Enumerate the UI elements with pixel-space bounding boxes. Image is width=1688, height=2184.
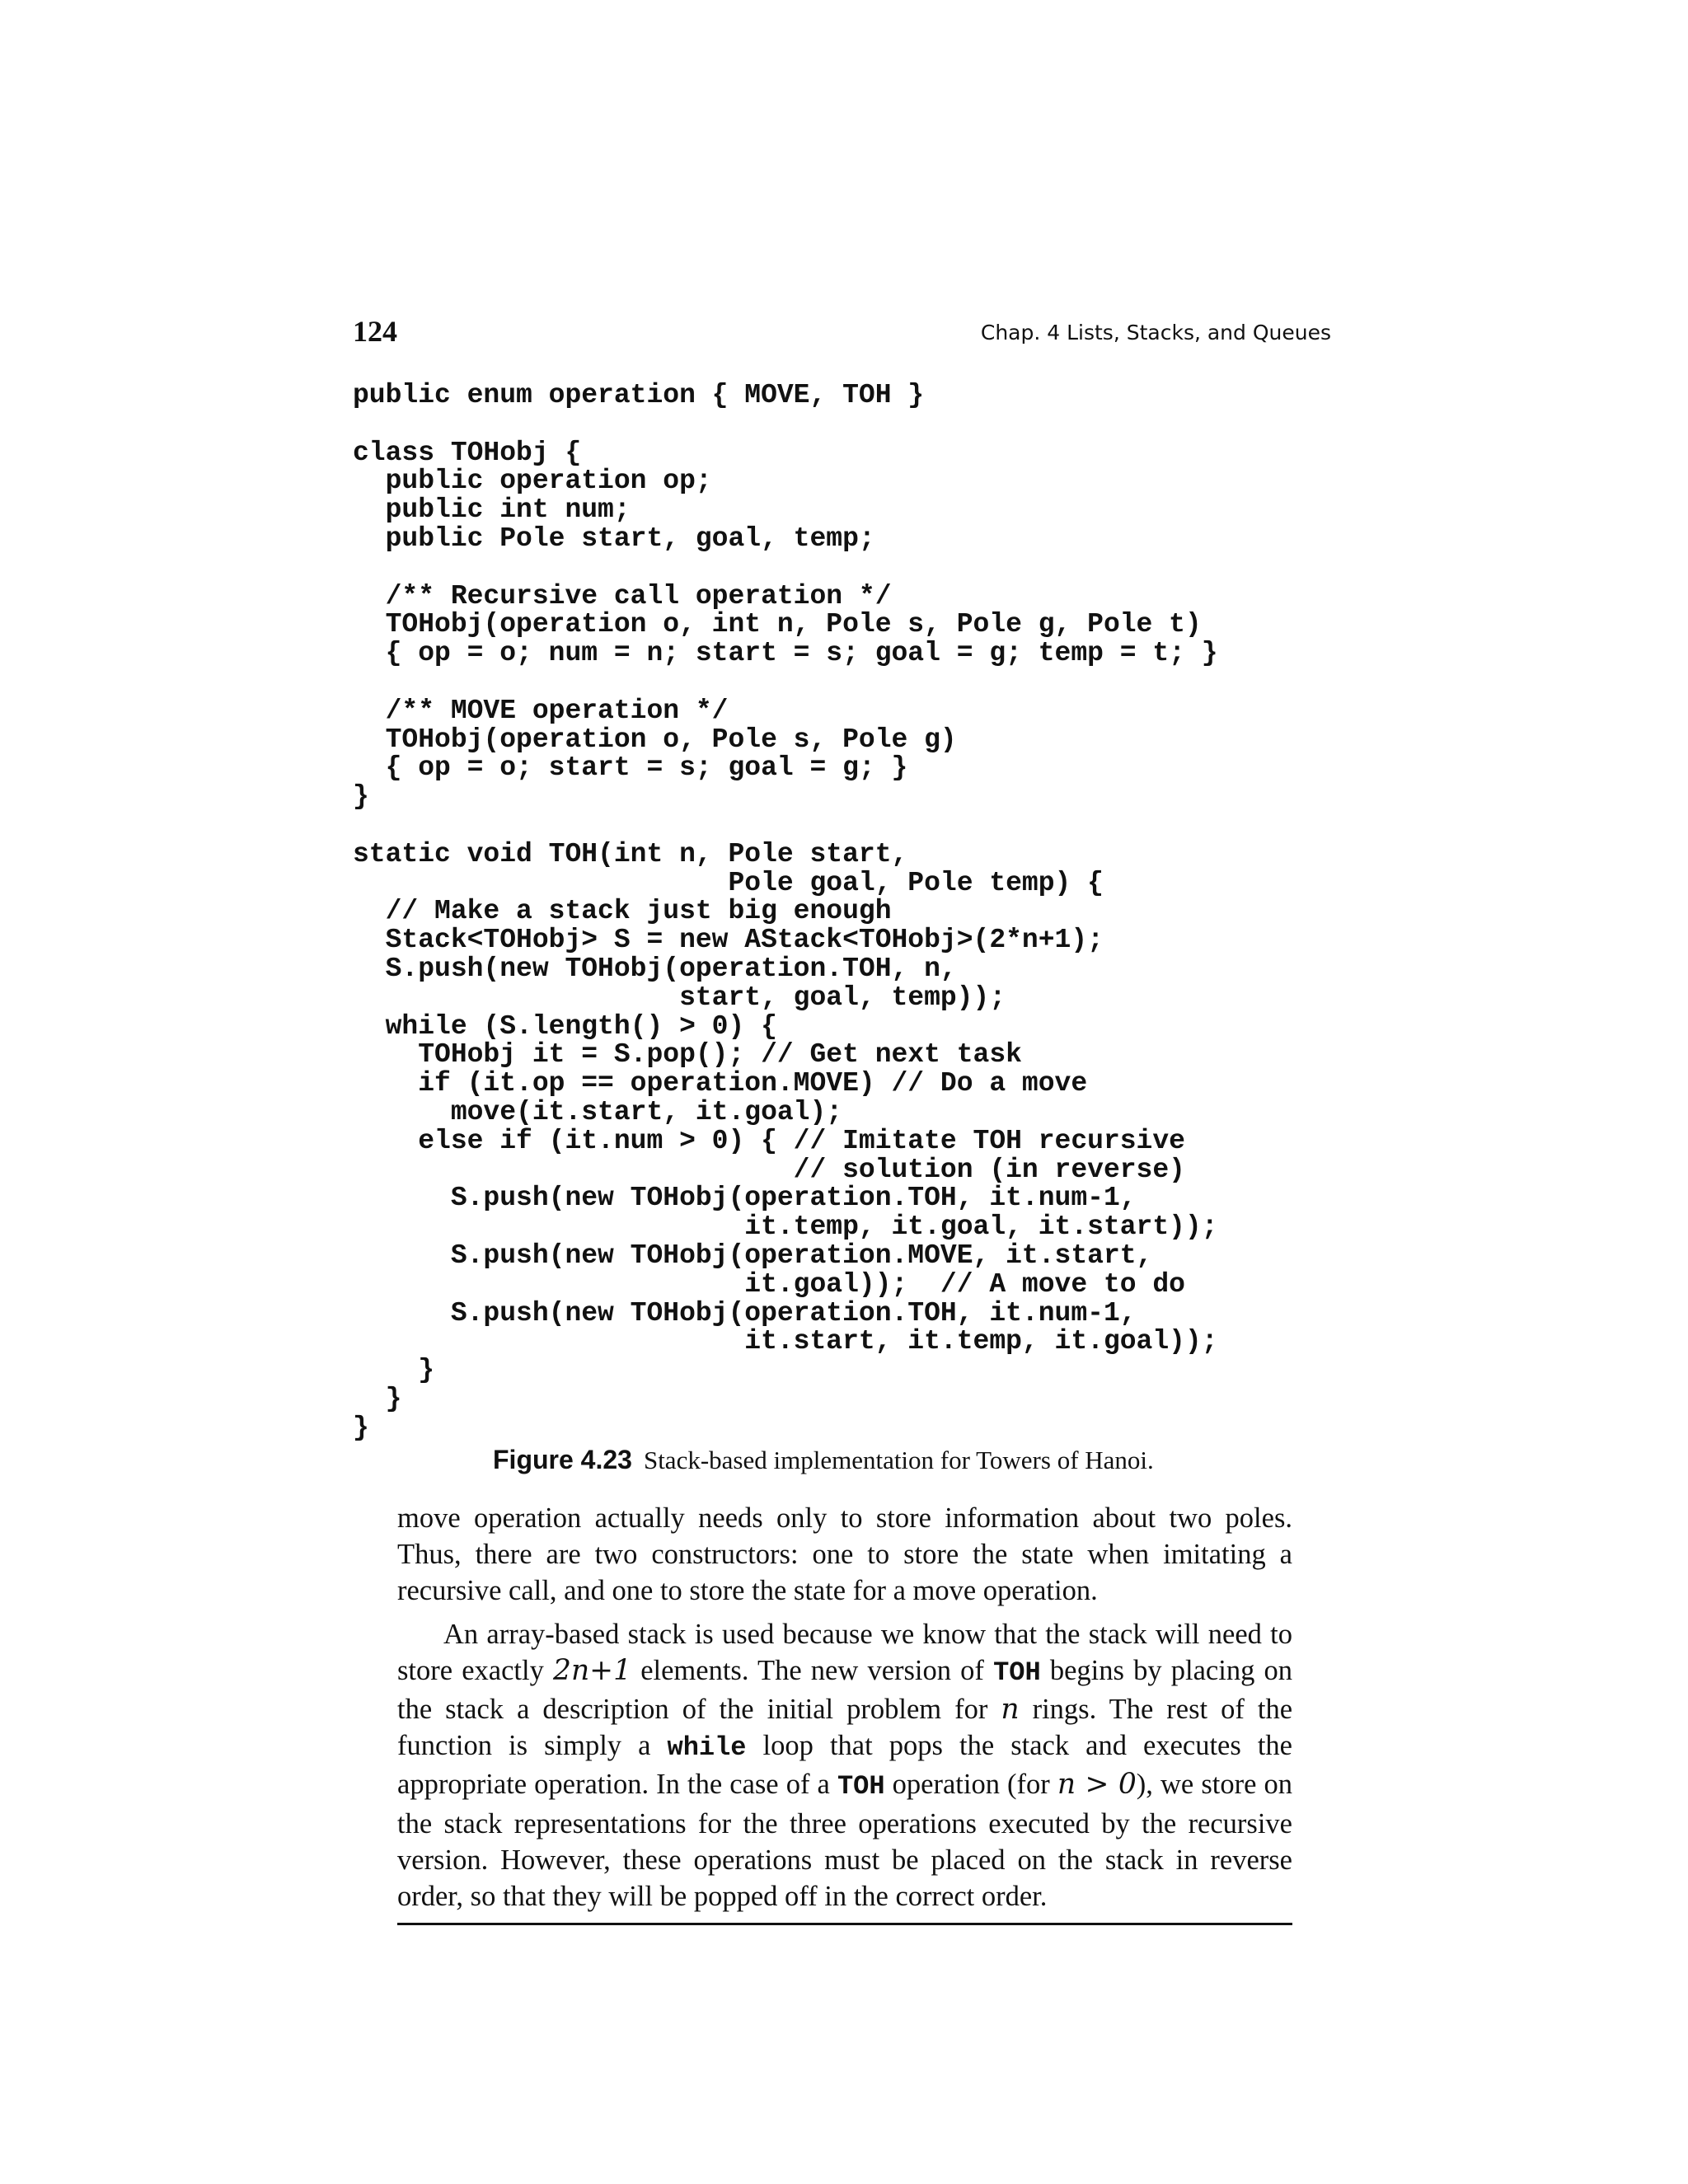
inline-code: while [667,1732,747,1764]
code-line [353,812,1218,841]
text-run: An array-based stack is used because we know that the stack will need to store exactly [397,1618,1292,1686]
inline-code: TOH [837,1771,885,1802]
math-expression: 2n+1 [553,1653,632,1687]
code-listing [353,382,1218,1442]
code-line: { op = o; start = s; goal = g; } [353,752,908,784]
code-line: it.start, it.temp, it.goal)); [353,1326,1218,1357]
code-line: /** MOVE operation */ [353,695,729,726]
figure-caption [493,1443,1154,1477]
code-line: public Pole start, goal, temp; [353,523,875,554]
paragraph: move operation actually needs only to store information about two poles. Thus, there are two constructors: one to store the state when imitating a recursive call, and one to store the state for a move operation. [397,1502,1292,1607]
code-line [353,410,1218,439]
math-variable: n [1001,1693,1020,1727]
figure-caption-text: Stack-based implementation for Towers of Hanoi. [643,1446,1154,1474]
code-line: while (S.length() > 0) { [353,1010,777,1042]
code-line: it.temp, it.goal, it.start)); [353,1212,1218,1243]
page-number: 124 [353,315,397,348]
code-line: } [353,1355,435,1386]
text-run: rings. The rest of the function is simply a [397,1694,1293,1762]
code-line: TOHobj(operation o, int n, Pole s, Pole g, Pole t) [353,609,1202,640]
text-run: ), we store on the stack representations for the three operations executed by the recursive version. However, these operations must be placed on the stack in reverse order, so that they will be popped off in the correct order. [397,1769,1292,1913]
code-line: static void TOH(int n, Pole start, [353,838,908,869]
running-head: Chap. 4 Lists, Stacks, and Queues [980,321,1331,344]
bottom-rule [397,1923,1292,1925]
code-line: } [353,1383,402,1414]
inline-code: TOH [993,1657,1041,1688]
code-line: else if (it.num > 0) { // Imitate TOH recursive [353,1125,1185,1156]
code-line: /** Recursive call operation */ [353,580,892,612]
paragraph [397,1616,1292,1915]
text-run: operation (for [884,1769,1057,1801]
code-line: class TOHobj { [353,437,582,468]
code-line: S.push(new TOHobj(operation.TOH, it.num-1, [353,1183,1137,1214]
code-line: S.push(new TOHobj(operation.MOVE, it.start, [353,1240,1153,1271]
code-line: Stack<TOHobj> S = new AStack<TOHobj>(2*n+1); [353,925,1104,956]
figure-label: Figure 4.23 [493,1445,632,1474]
code-line: Pole goal, Pole temp) { [353,867,1104,898]
code-line: public enum operation { MOVE, TOH } [353,380,925,410]
body-text [397,1500,1292,1915]
code-line [353,554,1218,583]
code-line: move(it.start, it.goal); [353,1096,843,1127]
code-line: } [353,1412,369,1443]
code-line: // solution (in reverse) [353,1154,1185,1185]
code-line: start, goal, temp)); [353,982,1006,1013]
code-line: S.push(new TOHobj(operation.TOH, it.num-1, [353,1297,1137,1329]
code-line: if (it.op == operation.MOVE) // Do a move [353,1068,1088,1099]
text-run: elements. The new version of [631,1654,994,1686]
code-line: TOHobj it = S.pop(); // Get next task [353,1039,1022,1071]
code-line: public operation op; [353,466,712,497]
code-line: } [353,781,369,813]
math-expression: n > 0 [1057,1768,1137,1802]
text-run: begins by placing on the stack a description of the initial problem for [397,1654,1292,1726]
code-line: TOHobj(operation o, Pole s, Pole g) [353,724,957,755]
text-run: loop that pops the stack and executes the appropriate operation. In the case of a [397,1730,1292,1801]
code-line: // Make a stack just big enough [353,896,892,927]
code-line [353,668,1218,697]
code-line: S.push(new TOHobj(operation.TOH, n, [353,953,957,984]
code-line: it.goal)); // A move to do [353,1268,1185,1300]
code-line: public int num; [353,494,631,526]
code-line: { op = o; num = n; start = s; goal = g; temp = t; } [353,638,1218,669]
